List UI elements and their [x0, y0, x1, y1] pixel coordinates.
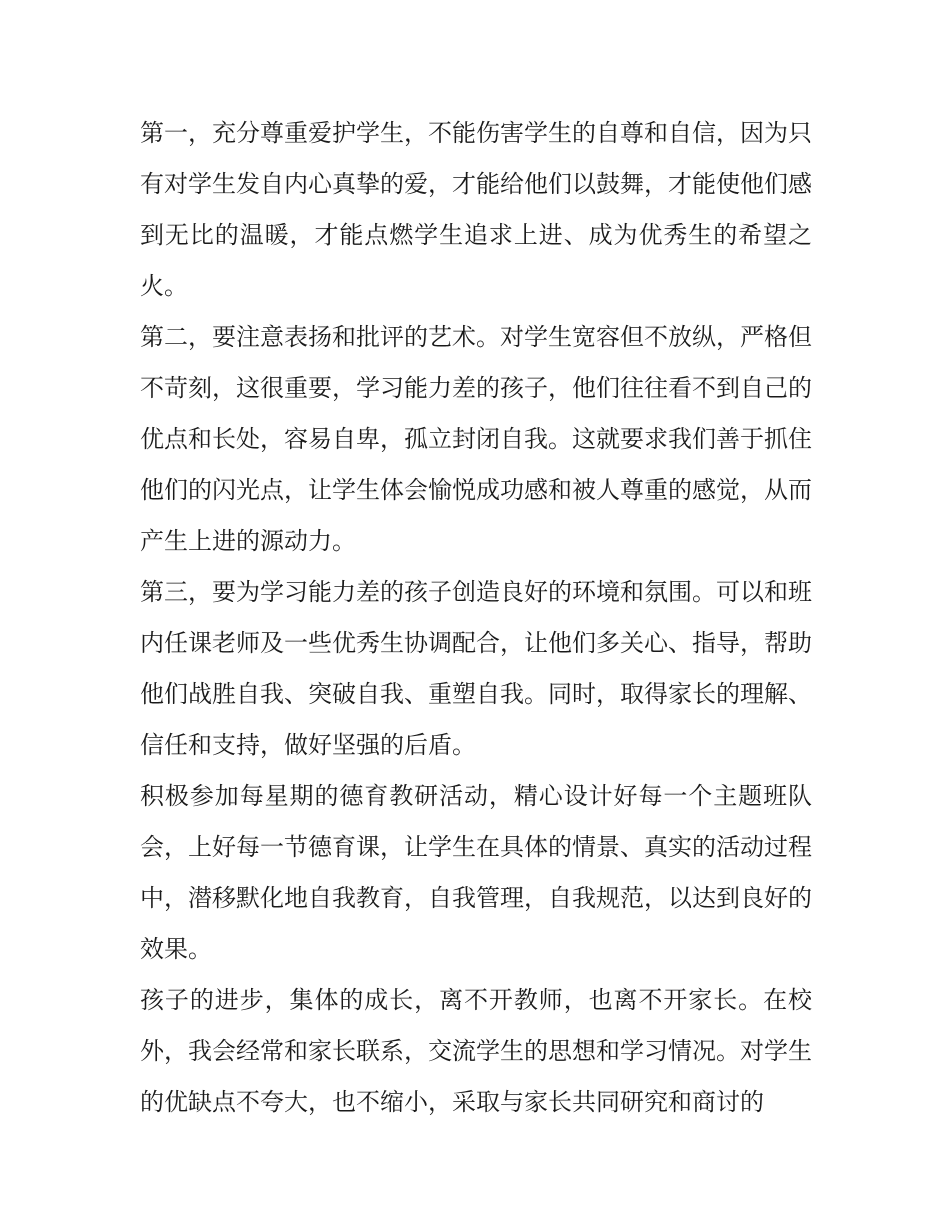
paragraph-5: 孩子的进步，集体的成长，离不开教师，也离不开家长。在校外，我会经常和家长联系，交流学生的思想和学习情况。对学生的优缺点不夸大，也不缩小，采取与家长共同研究和商讨的 — [140, 986, 812, 1116]
paragraph-2: 第二，要注意表扬和批评的艺术。对学生宽容但不放纵，严格但不苛刻，这很重要，学习能力差的孩子，他们往往看不到自己的优点和长处，容易自卑，孤立封闭自我。这就要求我们善于抓住他们的闪光点，让学生体会愉悦成功感和被人尊重的感觉，从而产生上进的源动力。 — [140, 323, 812, 555]
document-body — [140, 108, 812, 1128]
paragraph-1: 第一，充分尊重爱护学生，不能伤害学生的自尊和自信，因为只有对学生发自内心真挚的爱，才能给他们以鼓舞，才能使他们感到无比的温暖，才能点燃学生追求上进、成为优秀生的希望之火。 — [140, 119, 812, 300]
paragraph-4: 积极参加每星期的德育教研活动，精心设计好每一个主题班队会，上好每一节德育课，让学生在具体的情景、真实的活动过程中，潜移默化地自我教育，自我管理，自我规范，以达到良好的效果。 — [140, 782, 812, 963]
paragraph-3: 第三，要为学习能力差的孩子创造良好的环境和氛围。可以和班内任课老师及一些优秀生协调配合，让他们多关心、指导，帮助他们战胜自我、突破自我、重塑自我。同时，取得家长的理解、信任和支持，做好坚强的后盾。 — [140, 578, 812, 759]
